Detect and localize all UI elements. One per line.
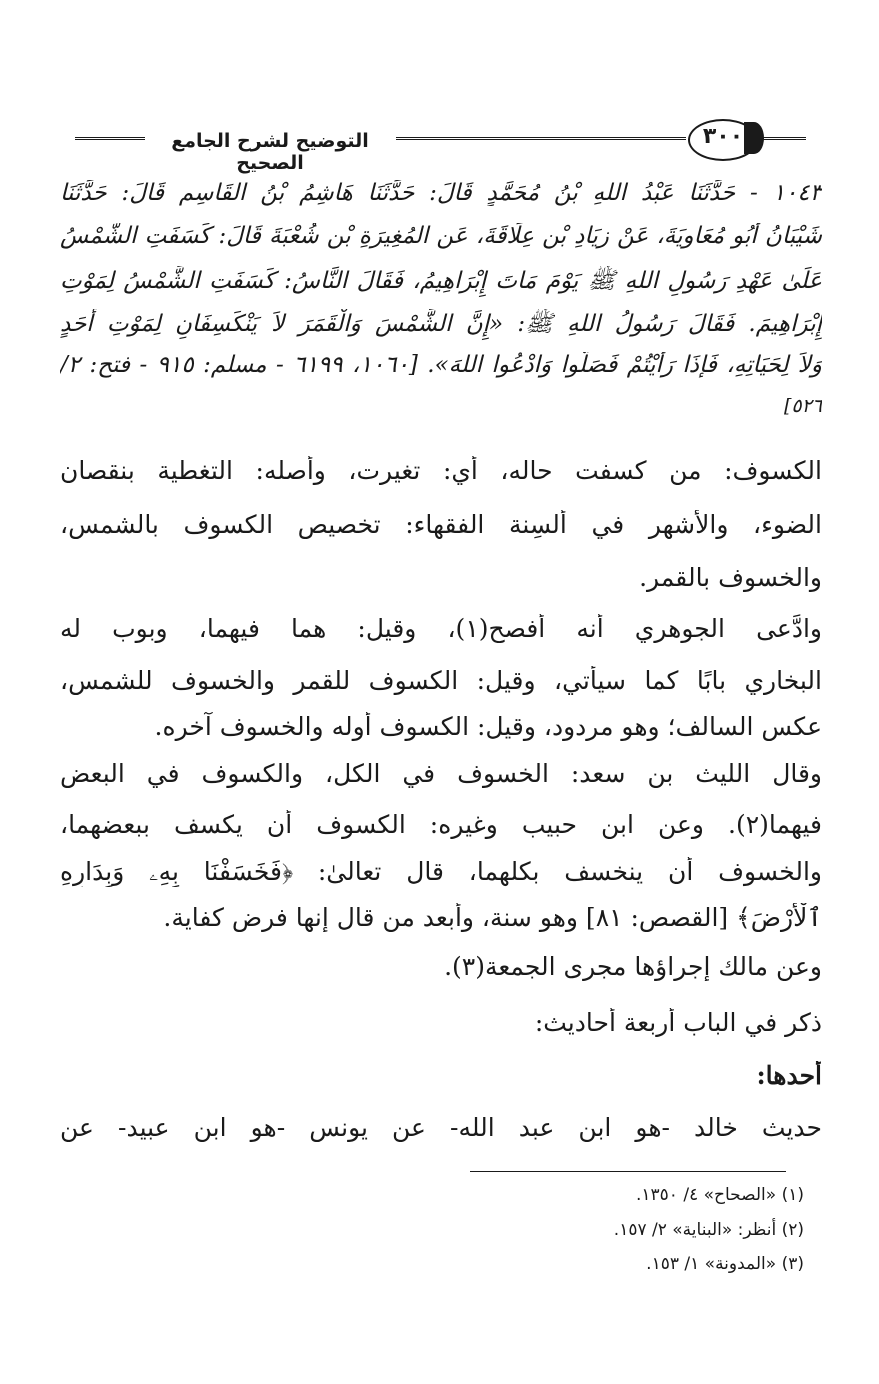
hadith-line: عَلَىٰ عَهْدِ رَسُولِ اللهِ ﷺ يَوْمَ مَاتَ إِبْرَاهِيمُ، فَقَالَ النَّاسُ: كَسَفَتِ الشَّمْسُ لِمَوْتِ [60,268,822,294]
book-title: التوضيح لشرح الجامع الصحيح [171,130,369,174]
body-line: ذكر في الباب أربعة أحاديث: [534,1008,822,1037]
body-line: حديث خالد -هو ابن عبد الله- عن يونس -هو ابن عبيد- عن [60,1113,822,1142]
hadith-line: شَيْبَانُ أَبُو مُعَاوِيَةَ، عَنْ زِيَادِ بْنِ عِلَاقَةَ، عَنِ المُغِيرَةِ بْنِ شُعْبَةَ قَالَ: كَسَفَتِ الشَّمْسُ [60,223,822,249]
footnote: (١) «الصحاح» ٤/ ١٣٥٠. [635,1185,804,1205]
hadith-line: إِبْرَاهِيمَ. فَقَالَ رَسُولُ اللهِ ﷺ: «إِنَّ الشَّمْسَ وَالْقَمَرَ لاَ يَنْكَسِفَانِ لِمَوْتِ أَحَدٍ [60,311,822,337]
body-line: وقال الليث بن سعد: الخسوف في الكل، والكسوف في البعض [60,759,822,788]
body-line: الضوء، والأشهر في ألسِنة الفقهاء: تخصيص الكسوف بالشمس، [60,510,822,539]
page-number: ٣٠٠ [702,124,744,149]
hadith-line: وَلاَ لِحَيَاتِهِ، فَإِذَا رَأَيْتُمْ فَصَلُّوا وَادْعُوا اللهَ». [١٠٦٠، ٦١٩٩ - مسلم: ٩١٥ - فتح: ٢/ [60,352,822,378]
body-line: فيهما(٢). وعن ابن حبيب وغيره: الكسوف أن يكسف ببعضهما، [60,810,822,839]
body-line: عكس السالف؛ وهو مردود، وقيل: الكسوف أوله والخسوف آخره. [154,712,822,741]
body-line: والخسوف بالقمر. [639,563,822,592]
body-line: والخسوف أن ينخسف بكلهما، قال تعالىٰ: ﴿فَخَسَفْنَا بِهِۦ وَبِدَارِهِ [60,857,822,886]
page-number-ornament [744,122,764,154]
footnote: (٢) أنظر: «البناية» ٢/ ١٥٧. [613,1220,804,1240]
footnote-rule [470,1171,786,1172]
header-rule-right [762,137,806,140]
header-rule-middle [396,137,686,140]
body-line: وادَّعى الجوهري أنه أفصح(١)، وقيل: هما فيهما، وبوب له [60,614,822,643]
footnote: (٣) «المدونة» ١/ ١٥٣. [646,1254,804,1274]
body-line: الكسوف: من كسفت حاله، أي: تغيرت، وأصله: التغطية بنقصان [60,456,822,485]
header-rule-left [75,137,145,140]
body-line: ٱلْأَرْضَ﴾ [القصص: ٨١] وهو سنة، وأبعد من قال إنها فرض كفاية. [163,903,822,932]
section-heading: أحدها: [756,1061,822,1090]
body-line: البخاري بابًا كما سيأتي، وقيل: الكسوف للقمر والخسوف للشمس، [60,666,822,695]
body-line: وعن مالك إجراؤها مجرى الجمعة(٣). [444,952,822,981]
hadith-line: ١٠٤٣ - حَدَّثَنَا عَبْدُ اللهِ بْنُ مُحَمَّدٍ قَالَ: حَدَّثَنَا هَاشِمُ بْنُ القَاسِمِ قَالَ: حَدَّثَنَا [60,180,822,206]
hadith-line: ٥٢٦] [783,395,822,417]
